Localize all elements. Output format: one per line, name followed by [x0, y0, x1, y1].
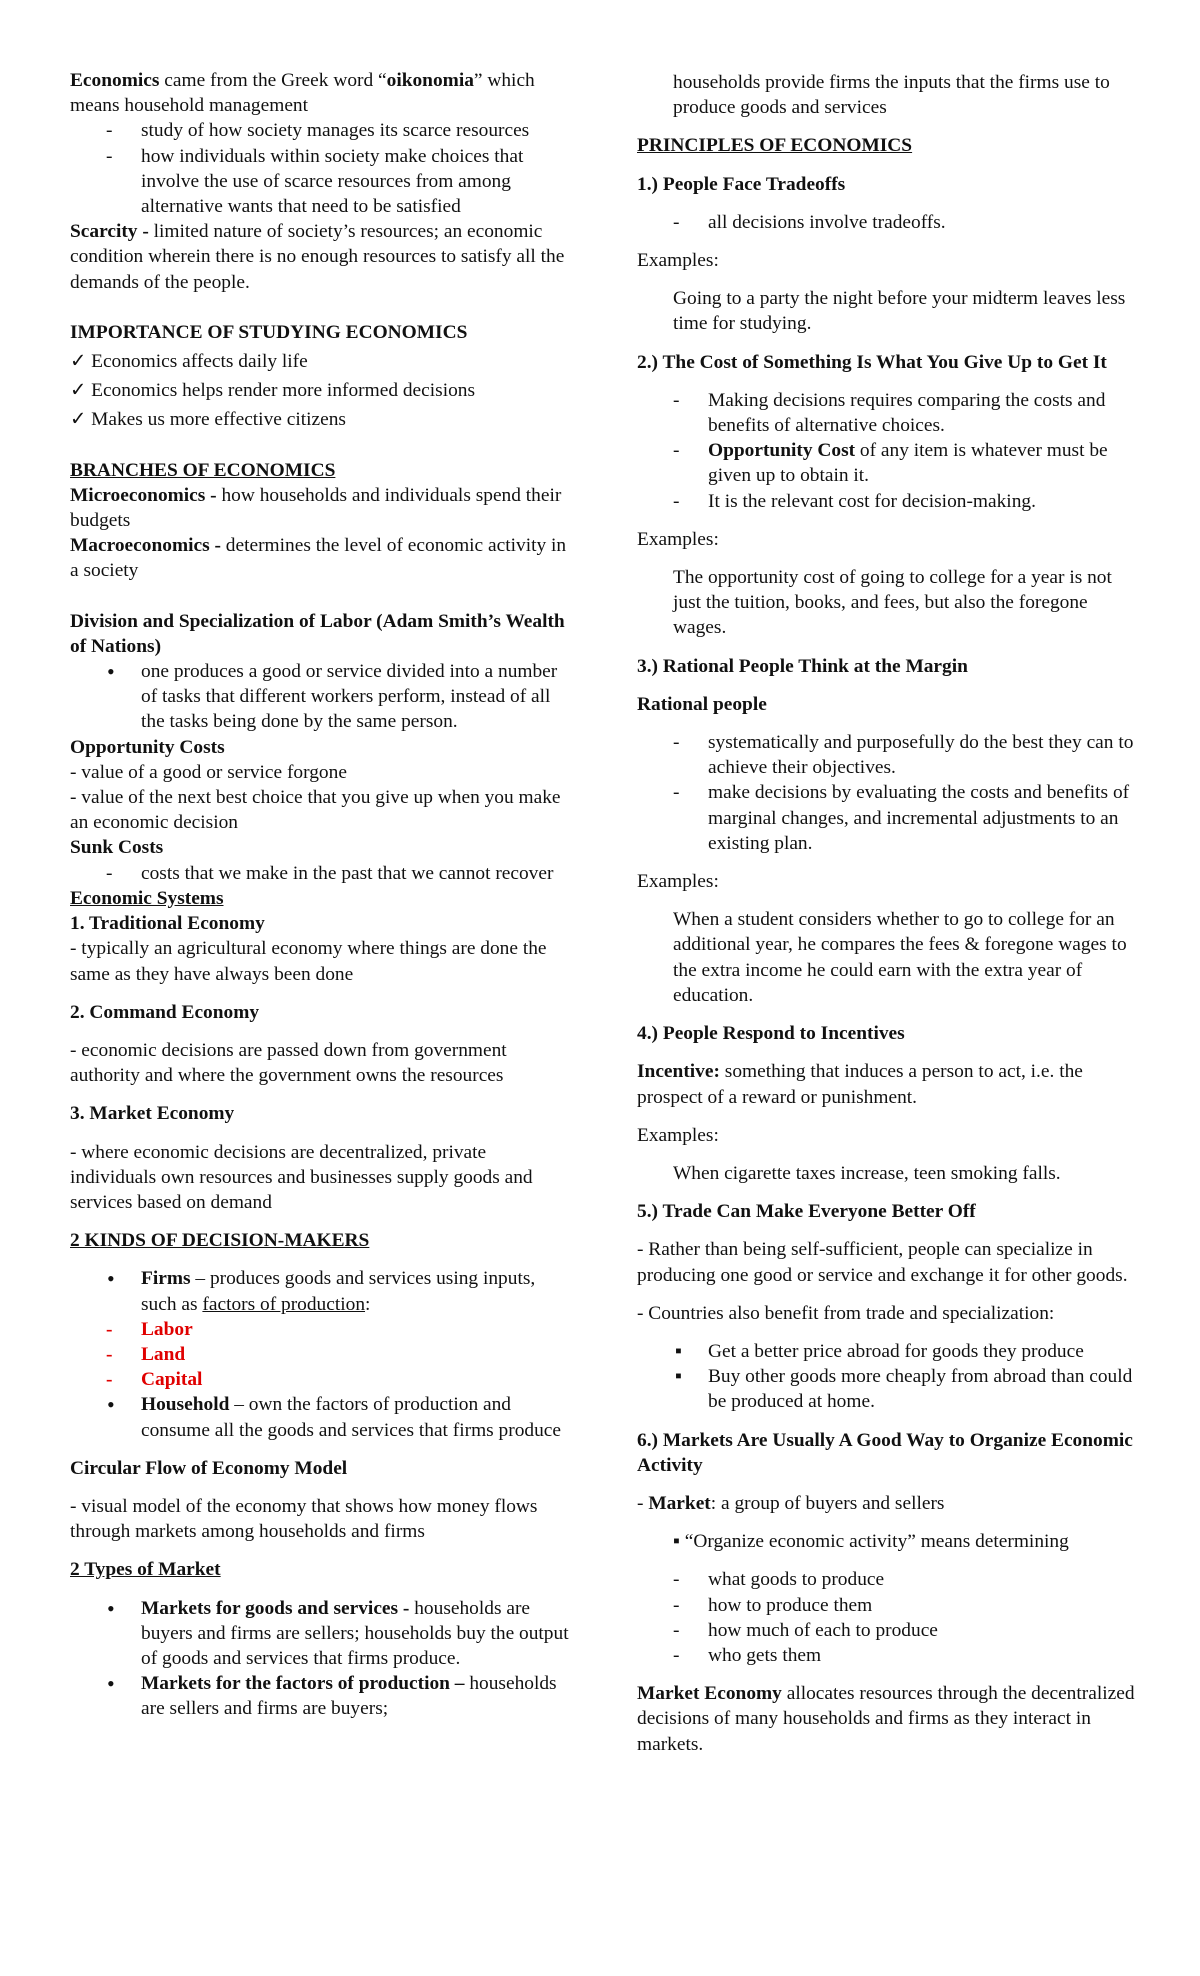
organize-item: - how to produce them	[637, 1593, 1137, 1618]
market-types-heading: 2 Types of Market	[70, 1559, 221, 1581]
sunk-costs-heading: Sunk Costs	[70, 837, 164, 859]
rational-people-label: Rational people	[637, 693, 767, 715]
factor-item: - Capital	[70, 1367, 575, 1392]
principle-5-item: ▪ Buy other goods more cheaply from abroad than could be produced at home.	[637, 1364, 1137, 1414]
command-heading: 2. Command Economy	[70, 1001, 260, 1023]
importance-item: ✓ Makes us more effective citizens	[70, 409, 346, 431]
principle-3-item: - systematically and purposefully do the best they can to achieve their objectives.	[637, 730, 1137, 780]
principle-5-heading: 5.) Trade Can Make Everyone Better Off	[637, 1201, 976, 1223]
examples-label: Examples:	[637, 871, 719, 893]
macro-definition: Macroeconomics - determines the level of economic activity in a society	[70, 535, 567, 582]
principles-heading: PRINCIPLES OF ECONOMICS	[637, 135, 913, 157]
factor-item: - Land	[70, 1342, 575, 1367]
principle-2-heading: 2.) The Cost of Something Is What You Give Up to Get It	[637, 351, 1107, 373]
principle-1-example: Going to a party the night before your midterm leaves less time for studying.	[673, 288, 1126, 335]
micro-definition: Microeconomics - how households and individuals spend their budgets	[70, 484, 562, 532]
incentive-definition: Incentive: something that induces a person to act, i.e. the prospect of a reward or punishment.	[637, 1061, 1083, 1108]
principle-5-text: - Countries also benefit from trade and specialization:	[637, 1302, 1055, 1324]
circular-flow-definition: - visual model of the economy that shows how money flows through markets among households and firms	[70, 1495, 538, 1543]
factor-market-item: • Markets for the factors of production – households are sellers and firms are buyers;	[70, 1671, 575, 1721]
principle-2-item: - Opportunity Cost of any item is whatever must be given up to obtain it.	[637, 438, 1137, 488]
household-item: • Household – own the factors of production and consume all the goods and services that firms produce	[70, 1392, 575, 1442]
traditional-heading: 1. Traditional Economy	[70, 913, 265, 935]
principle-2-item: - Making decisions requires comparing the costs and benefits of alternative choices.	[637, 388, 1137, 438]
market-definition: - where economic decisions are decentralized, private individuals own resources and businesses supply goods and services based on demand	[70, 1141, 533, 1213]
organize-item: - who gets them	[637, 1643, 1137, 1668]
opportunity-item: - value of a good or service forgone	[70, 761, 347, 783]
right-column	[637, 68, 1137, 1757]
opportunity-costs-heading: Opportunity Costs	[70, 736, 225, 758]
principle-5-text: - Rather than being self-sufficient, people can specialize in producing one good or service and exchange it for other goods.	[637, 1239, 1128, 1286]
command-definition: - economic decisions are passed down from government authority and where the government owns the resources	[70, 1039, 507, 1087]
principle-6-heading: 6.) Markets Are Usually A Good Way to Organize Economic Activity	[637, 1429, 1133, 1476]
factor-item: - Labor	[70, 1317, 575, 1342]
principle-2-example: The opportunity cost of going to college for a year is not just the tuition, books, and fees, but also the foregone wages.	[673, 567, 1112, 639]
goods-market-item: • Markets for goods and services - households are buyers and firms are sellers; households buy the output of goods and services that firms produce.	[70, 1596, 575, 1672]
principle-4-heading: 4.) People Respond to Incentives	[637, 1023, 905, 1045]
principle-4-example: When cigarette taxes increase, teen smoking falls.	[673, 1162, 1061, 1184]
organize-item: - how much of each to produce	[637, 1618, 1137, 1643]
opportunity-item: - value of the next best choice that you give up when you make an economic decision	[70, 787, 561, 834]
importance-item: ✓ Economics helps render more informed decisions	[70, 380, 476, 402]
importance-heading: IMPORTANCE OF STUDYING ECONOMICS	[70, 321, 468, 343]
organize-text: ▪ “Organize economic activity” means determining	[673, 1531, 1069, 1553]
principle-2-item: - It is the relevant cost for decision-making.	[637, 489, 1137, 514]
principle-3-heading: 3.) Rational People Think at the Margin	[637, 655, 968, 677]
econ-def-item: - study of how society manages its scarce resources	[70, 118, 575, 143]
examples-label: Examples:	[637, 250, 719, 272]
division-heading: Division and Specialization of Labor (Adam Smith’s Wealth of Nations)	[70, 610, 565, 657]
systems-heading: Economic Systems	[70, 887, 224, 909]
firms-item: • Firms – produces goods and services using inputs, such as factors of production:	[70, 1266, 575, 1316]
principle-3-example: When a student considers whether to go to college for an additional year, he compares the fees & foregone wages to the extra income he could earn with the extra year of education.	[673, 909, 1127, 1006]
principle-1-heading: 1.) People Face Tradeoffs	[637, 173, 846, 195]
principle-3-item: - make decisions by evaluating the costs and benefits of marginal changes, and incremental adjustments to an existing plan.	[637, 780, 1137, 856]
principle-1-item: - all decisions involve tradeoffs.	[637, 210, 1137, 235]
division-item: • one produces a good or service divided into a number of tasks that different workers perform, instead of all the tasks being done by the same person.	[70, 659, 575, 735]
principle-5-item: ▪ Get a better price abroad for goods they produce	[637, 1339, 1137, 1364]
market-heading: 3. Market Economy	[70, 1103, 235, 1125]
decision-makers-heading: 2 KINDS OF DECISION-MAKERS	[70, 1230, 370, 1252]
importance-item: ✓ Economics affects daily life	[70, 351, 308, 373]
organize-item: - what goods to produce	[637, 1567, 1137, 1592]
market-definition-right: - Market: a group of buyers and sellers	[637, 1492, 945, 1514]
sunk-item: - costs that we make in the past that we cannot recover	[70, 861, 575, 886]
market-economy-definition: Market Economy allocates resources through the decentralized decisions of many households and firms as they interact in markets.	[637, 1683, 1135, 1755]
factor-market-continued: households provide firms the inputs that the firms use to produce goods and services	[673, 72, 1110, 119]
circular-flow-heading: Circular Flow of Economy Model	[70, 1457, 348, 1479]
scarcity-definition: Scarcity - limited nature of society’s resources; an economic condition wherein there is no enough resources to satisfy all the demands of the people.	[70, 221, 565, 293]
economics-definition: Economics came from the Greek word “oikonomia” which means household management	[70, 70, 535, 117]
branches-heading: BRANCHES OF ECONOMICS	[70, 459, 336, 481]
econ-def-item: - how individuals within society make choices that involve the use of scarce resources from among alternative wants that need to be satisfied	[70, 144, 575, 220]
examples-label: Examples:	[637, 528, 719, 550]
left-column	[70, 68, 575, 1722]
examples-label: Examples:	[637, 1124, 719, 1146]
traditional-definition: - typically an agricultural economy where things are done the same as they have always been done	[70, 938, 547, 985]
